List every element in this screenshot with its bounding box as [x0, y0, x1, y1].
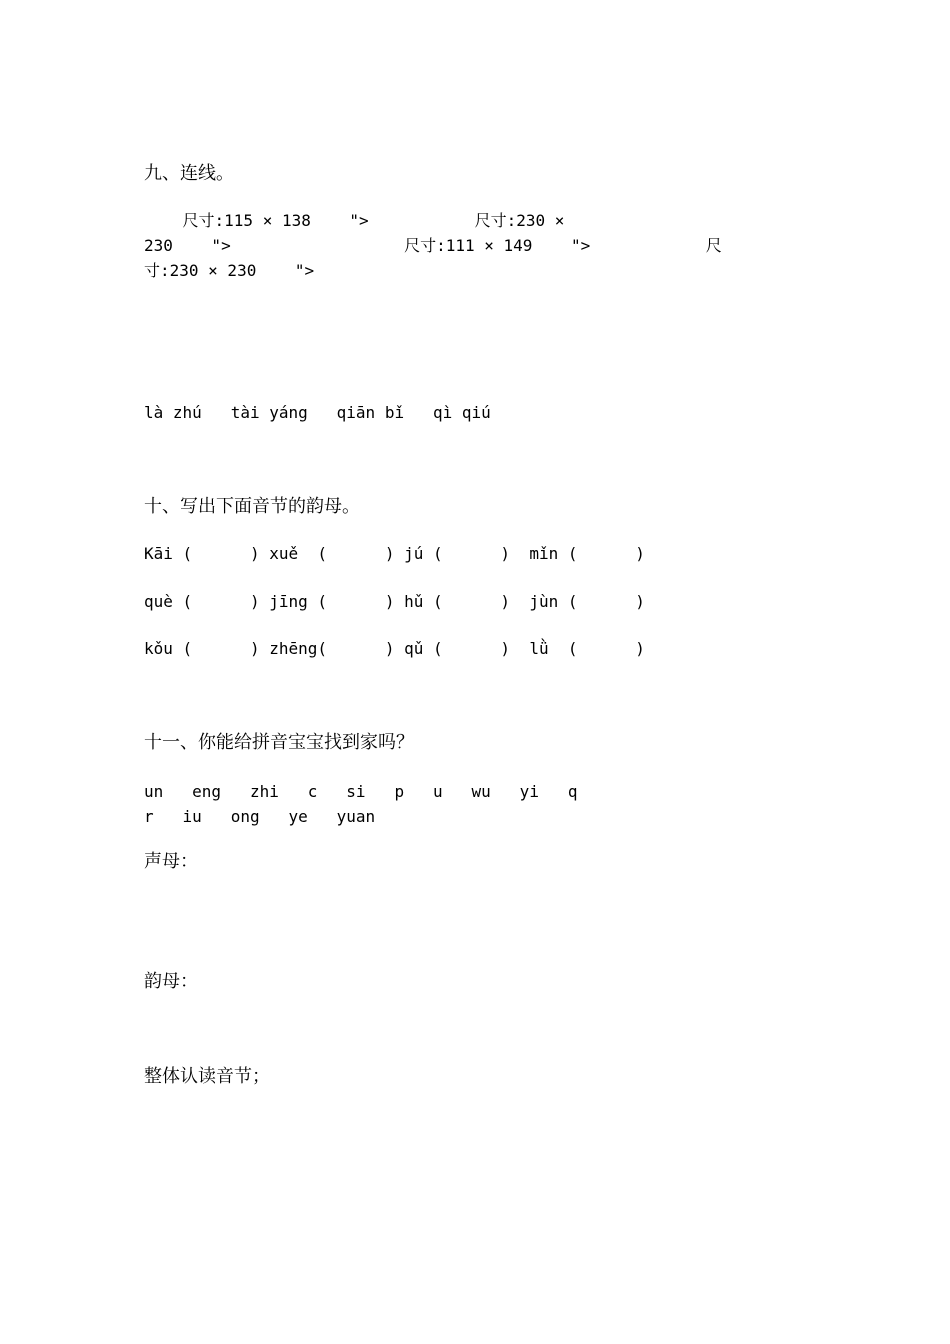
finals-row-1: Kāi ( ) xuě ( ) jú ( ) mǐn ( ) [144, 544, 645, 563]
section-10-title: 十、写出下面音节的韵母。 [144, 496, 360, 517]
finals-row-3: kǒu ( ) zhēng( ) qǔ ( ) lǜ ( ) [144, 639, 645, 658]
syllables-line-1: un eng zhi c si p u wu yi q [144, 782, 578, 801]
finals-row-2: què ( ) jīng ( ) hǔ ( ) jùn ( ) [144, 592, 645, 611]
pinyin-words-row: là zhú tài yáng qiān bǐ qì qiú [144, 403, 491, 422]
initials-label: 声母： [144, 851, 198, 872]
image-placeholder-line-3: 寸:230 × 230 "> [144, 261, 315, 280]
syllables-line-2: r iu ong ye yuan [144, 807, 376, 826]
image-placeholder-line-1: 尺寸:115 × 138 "> 尺寸:230 × [144, 211, 565, 230]
section-9-title: 九、连线。 [144, 163, 234, 184]
image-placeholder-line-2: 230 "> 尺寸:111 × 149 "> 尺 [144, 236, 722, 255]
section-11-title: 十一、你能给拼音宝宝找到家吗？ [144, 732, 414, 753]
finals-label: 韵母： [144, 971, 198, 992]
whole-syllables-label: 整体认读音节； [144, 1066, 270, 1087]
